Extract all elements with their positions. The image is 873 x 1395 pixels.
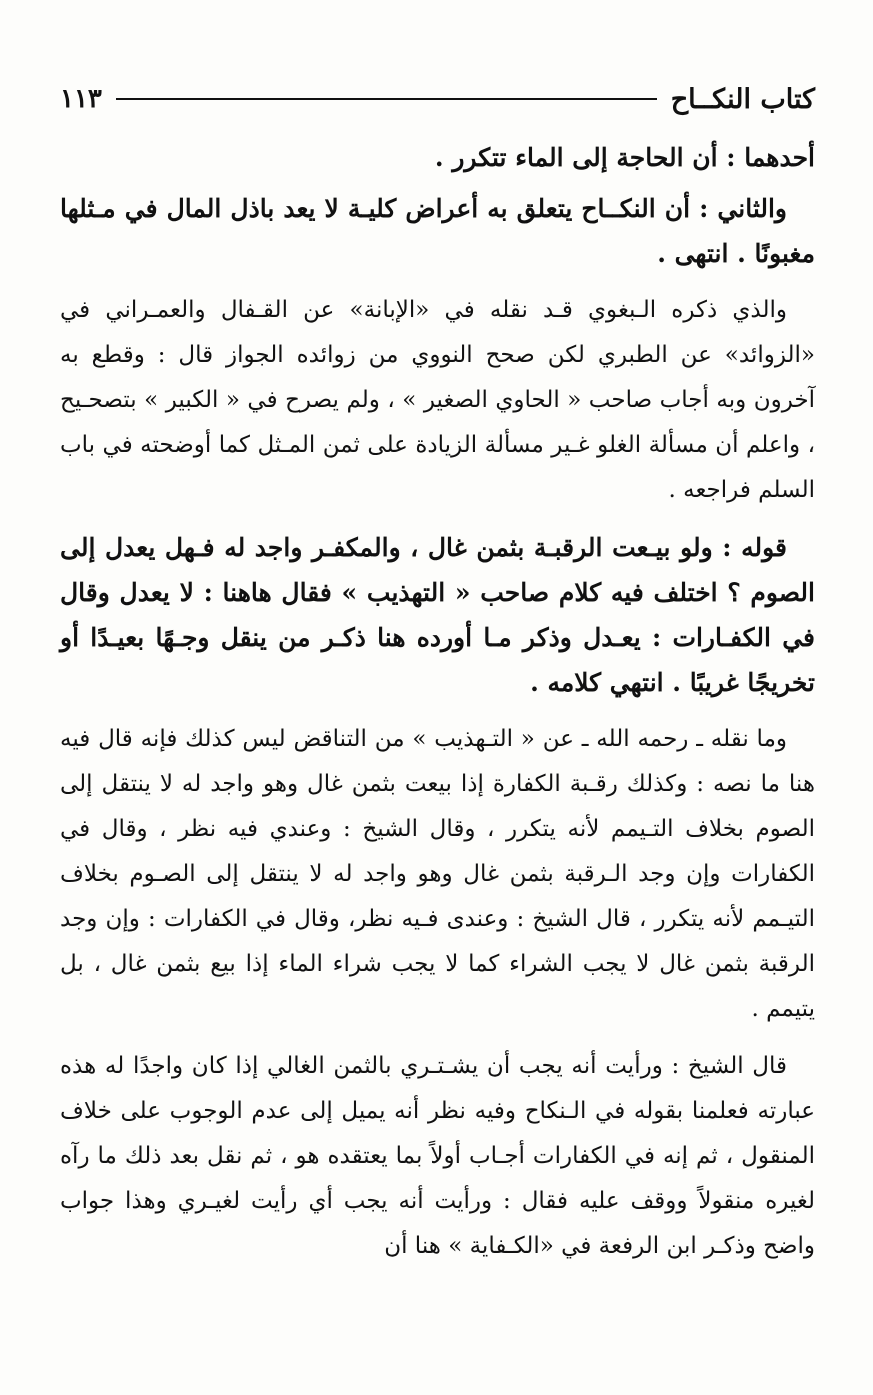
paragraph-2: والثاني : أن النكــاح يتعلق به أعراض كليـة لا يعد باذل المال في مـثلها مغبونًا . انتهى . [60, 194, 815, 268]
page-header [60, 74, 815, 124]
paragraph-6: قال الشيخ : ورأيت أنه يجب أن يشـتـري بالثمن الغالي إذا كان واجدًا له هذه عبارته فعلمنا بقوله في الـنكاح وفيه نظر أنه يميل إلى عدم الوجوب على خلاف المنقول ، ثم إنه في الكفارات أجـاب أولاً بما يعتقده هو ، ثم نقل بعد ذلك ما رآه لغيره منقولاً ووقف عليه فقال : ورأيت أنه يجب أي رأيت لغيـري وهذا جواب واضح وذكـر ابن الرفعة في «الكـفاية » هنا أن [60, 1053, 815, 1259]
page-body [60, 135, 815, 1269]
paragraph-1: أحدهما : أن الحاجة إلى الماء تتكرر . [434, 143, 815, 172]
page-number: ١١٣ [60, 84, 102, 114]
chapter-title: كتاب النكــاح [670, 83, 815, 115]
paragraph-5: وما نقله ـ رحمه الله ـ عن « التـهذيب » من التناقض ليس كذلك فإنه قال فيه هنا ما نصه : وكذلك رقـبة الكفارة إذا بيعت بثمن غال وهو واجد له لا ينتقل إلى الصوم بخلاف التـيمم لأنه يتكرر ، وقال الشيخ : وعندي فيه نظر ، وقال في الكفارات وإن وجد الـرقبة بثمن غال وهو واجد له لا ينتقل إلى الصـوم بخلاف التيـمم لأنه يتكرر ، قال الشيخ : وعندى فـيه نظر، وقال في الكفارات : وإن وجد الرقبة بثمن غال لا يجب الشراء كما لا يجب شراء الماء إذا بيع بثمن غال ، بل يتيمم . [60, 726, 815, 1022]
paragraph-3: والذي ذكره الـبغوي قـد نقله في «الإبانة» عن القـفال والعمـراني في «الزوائد» عن الطبري لكن صحح النووي من زوائده الجواز قال : وقطع به آخرون وبه أجاب صاحب « الحاوي الصغير » ، ولم يصرح في « الكبير » بتصحـيح ، واعلم أن مسألة الغلو غـير مسألة الزيادة على ثمن المـثل كما أوضحته في باب السلم فراجعه . [60, 297, 815, 503]
header-rule [116, 98, 657, 100]
paragraph-4: قوله : ولو بيـعت الرقبـة بثمن غال ، والمكفـر واجد له فـهل يعدل إلى الصوم ؟ اختلف فيه كلام صاحب « التهذيب » فقال هاهنا : لا يعدل وقال في الكفـارات : يعـدل وذكر مـا أورده هنا ذكـر من ينقل وجـهًا بعيـدًا أو تخريجًا غريبًا . انتهي كلامه . [60, 533, 815, 697]
